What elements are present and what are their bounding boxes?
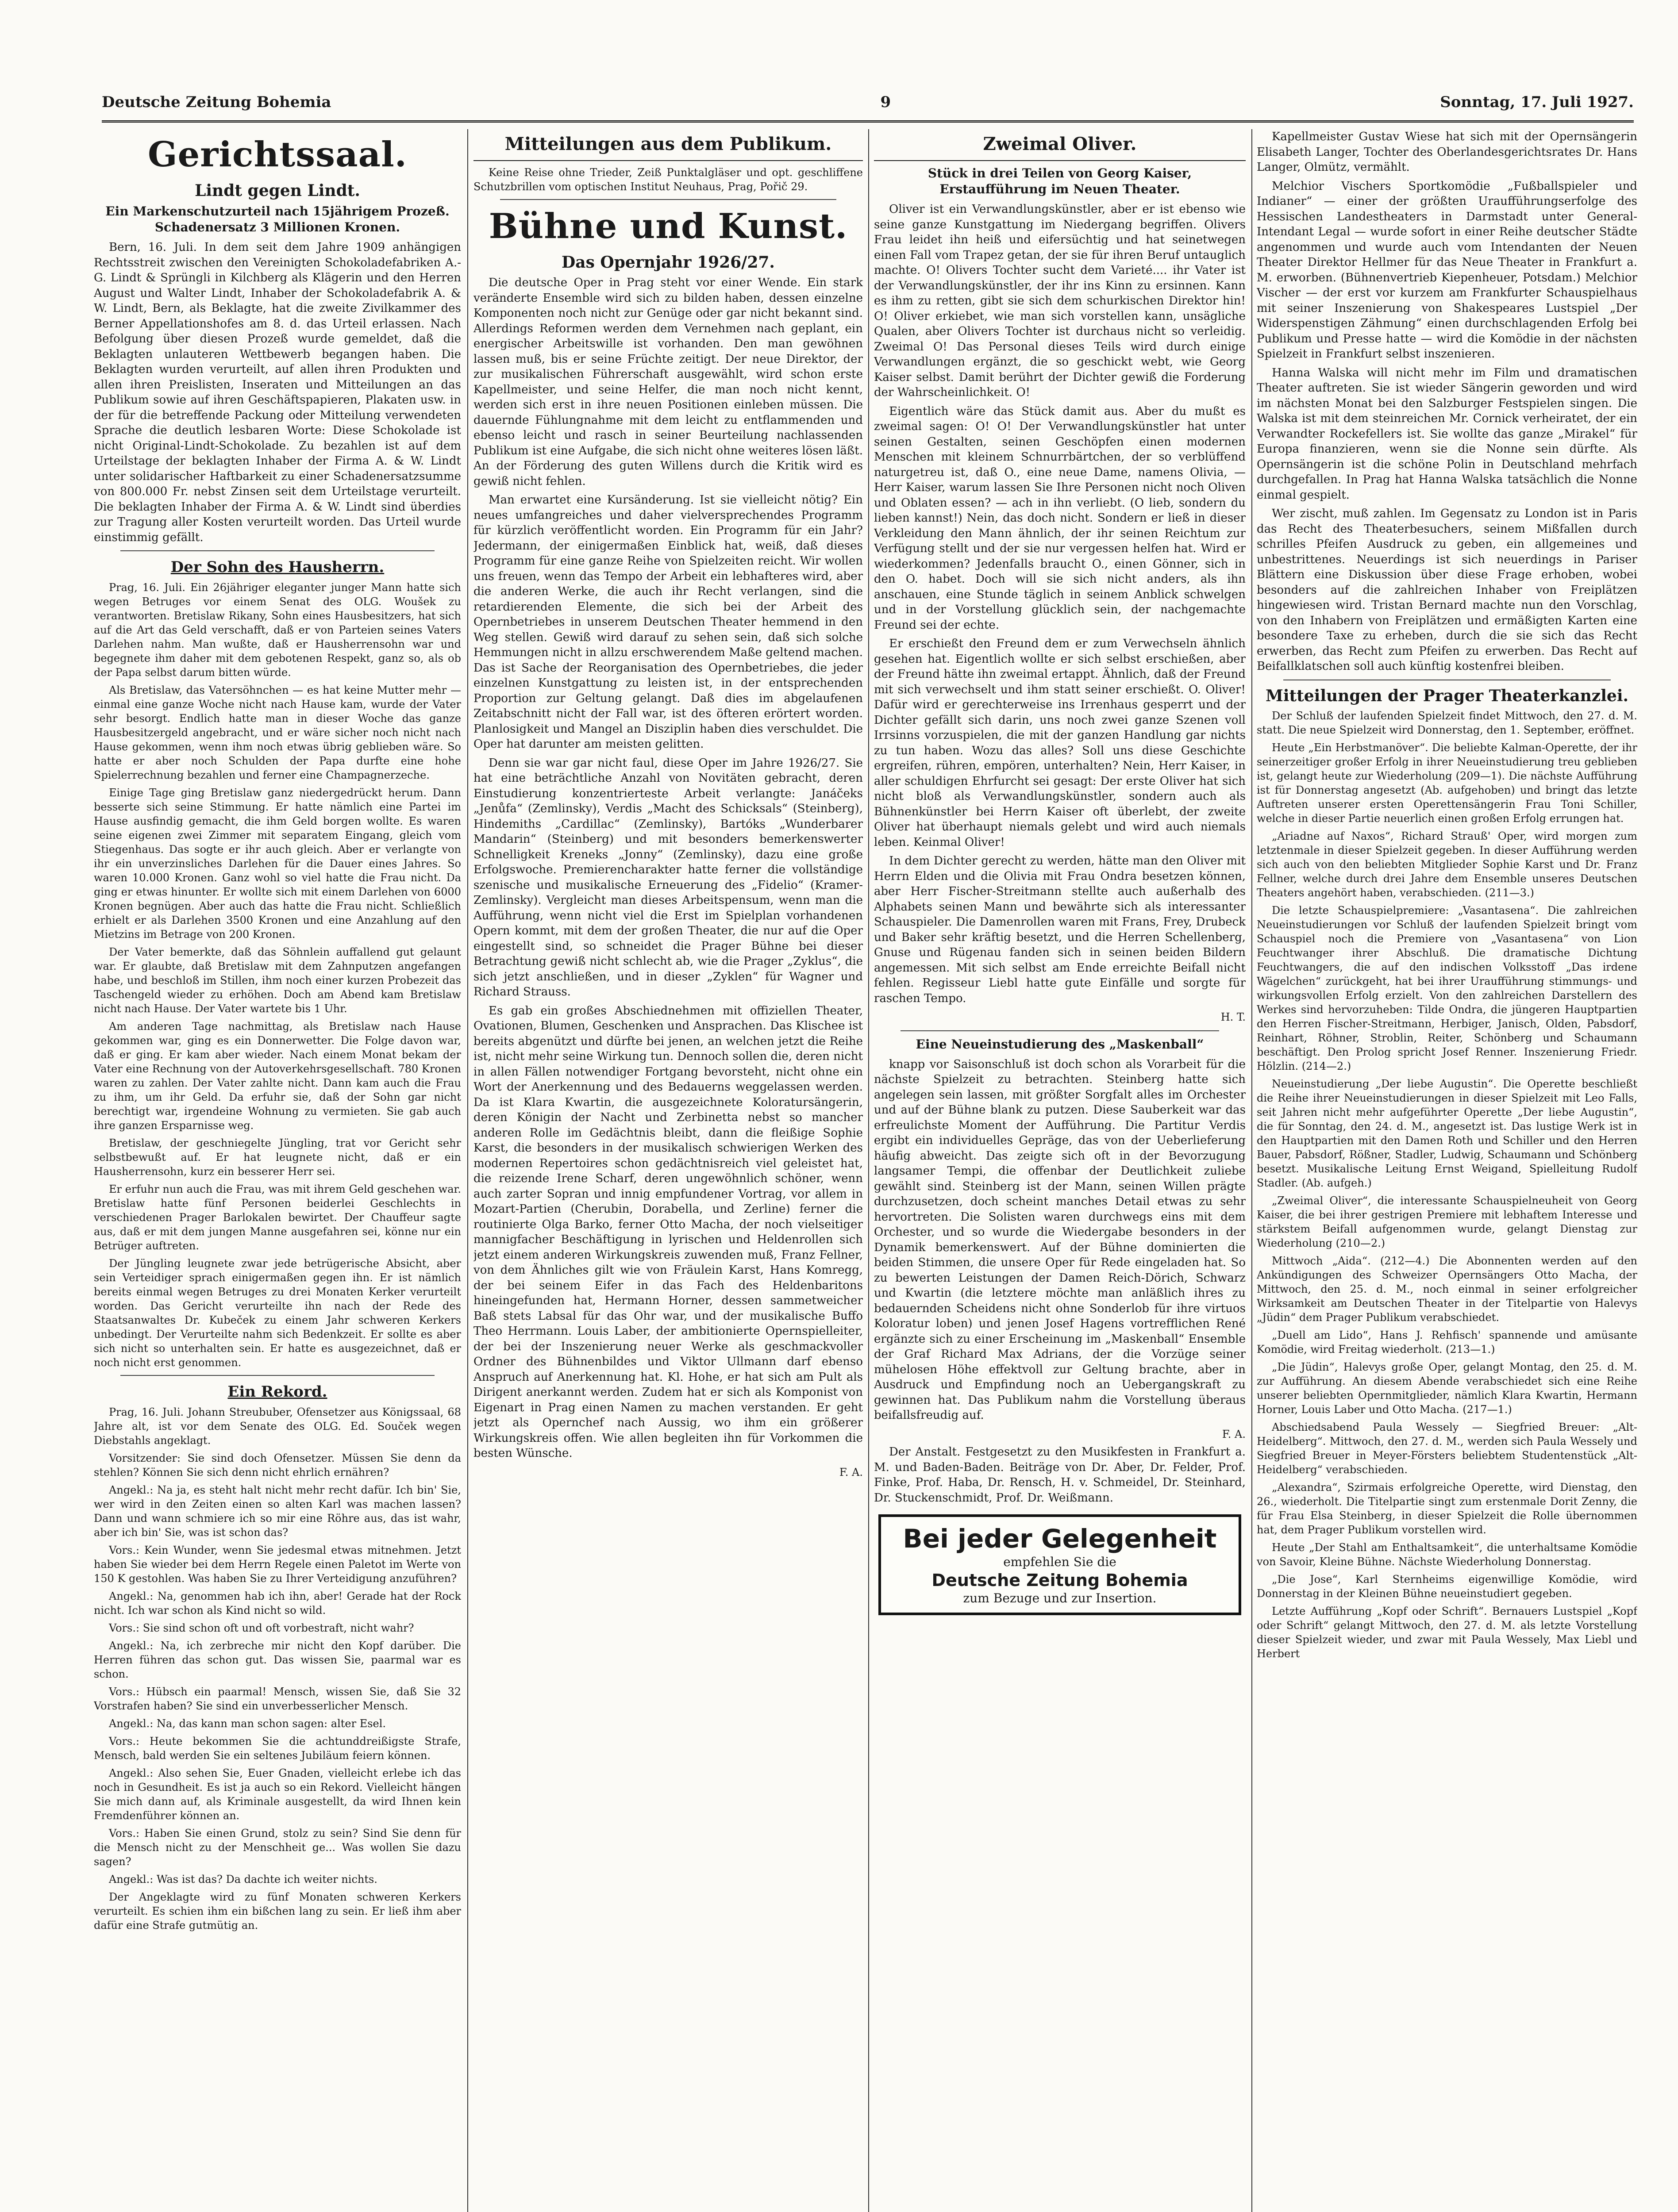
article-paragraph: „Die Jüdin“, Halevys große Oper, gelangt Montag, den 25. d. M. zur Aufführung. An diesem Abende verabschiedet sich eine Reihe unserer beliebten Opernmitglieder, nämlich Klara Kwartin, Hermann Horner, Louis Laber und Otto Macha. (217—1.) bbox=[1257, 1360, 1637, 1416]
article-paragraph: Die deutsche Oper in Prag steht vor einer Wende. Ein stark veränderte Ensemble wird sich zu bilden haben, dessen einzelne Komponenten noch nicht zur Genüge oder gar nicht bekannt sind. Allerdings Reformen werden dem Vernehmen nach geplant, ein energischer Arbeitswille ist vorhanden. Den man gewöhnen lassen muß, bis er seine Früchte zeitigt. Der neue Direktor, der zur musikalischen Führerschaft ausgewählt, wird schon erste Kapellmeister, und seine Helfer, die man noch nicht kennt, werden sich erst in ihre neuen Positionen einleben müssen. Die dauernde Fühlungnahme mit dem leicht zu entflammenden und ebenso leicht und rasch in seiner Beurteilung nachlassenden Publikum ist eine Aufgabe, die sich nicht ohne weiteres lösen läßt. An der Förderung des guten Willens durch die Kritik wird es gewiß nicht fehlen. bbox=[473, 276, 863, 488]
article-paragraph: „Alexandra“, Szirmais erfolgreiche Operette, wird Dienstag, den 26., wiederholt. Die Titelpartie singt zum erstenmale Dorit Zenny, die für Frau Elsa Steinberg, in dieser Spielzeit die Rolle übernommen hat, dem Prager Publikum vorstellen wird. bbox=[1257, 1481, 1637, 1536]
article-paragraph: Angekl.: Also sehen Sie, Euer Gnaden, vielleicht erlebe ich das noch in Gesundheit. Es ist ja auch so ein Rekord. Vielleicht hängen Sie mich dann auf, als Kriminale ausgestellt, da wird Ihnen kein Fremdenführer können an. bbox=[94, 1767, 461, 1822]
notice-text: Keine Reise ohne Trieder, Zeiß Punktalgläser und opt. geschliffene Schutzbrillen vom optischen Institut Neuhaus, Prag, Pořič 29. bbox=[473, 166, 863, 193]
ad-headline: Bei jeder Gelegenheit bbox=[903, 1524, 1217, 1554]
newspaper-name: Deutsche Zeitung Bohemia bbox=[102, 93, 331, 111]
article-headline: Der Sohn des Hausherrn. bbox=[170, 558, 385, 576]
article-paragraph: Heute „Der Stahl am Enthaltsamkeit“, die unterhaltsame Komödie von Savoir, Kleine Bühne. Nächste Wiederholung Donnerstag. bbox=[1257, 1541, 1637, 1568]
article-paragraph: „Duell am Lido“, Hans J. Rehfisch' spannende und amüsante Komödie, wird Freitag wiederholt. (213—1.) bbox=[1257, 1329, 1637, 1356]
column-divider bbox=[467, 129, 468, 2212]
article-headline: Das Opernjahr 1926/27. bbox=[562, 253, 775, 272]
divider bbox=[500, 199, 836, 200]
article-paragraph: knapp vor Saisonschluß ist doch schon als Vorarbeit für die nächste Spielzeit zu betrachten. Steinberg hatte sich angelegen sein lassen, mit größter Sorgfalt alles im Orchester und auf der Bühne blank zu putzen. Diese Sauberkeit war das erfreulichste Moment der Aufführung. Die Partitur Verdis ergibt ein individuelles Gepräge, das von der Ueberlieferung häufig abweicht. Das zeigte sich oft in der Bevorzugung langsamer Tempi, die offenbar der Deutlichkeit zuliebe gewählt sind. Steinberg ist der Mann, seinen Willen prägte durchzusetzen, doch scheint manches Detail etwas zu sehr hervortreten. Die Solisten waren durchwegs eins mit dem Orchester, und so wurde die Wiedergabe besonders in der Dynamik bemerkenswert. Auf der Bühne dominierten die beiden Stimmen, die unsere Oper für Rede eingeladen hat. So zu bewerten Leistungen der Damen Reich-Dörich, Schwarz und Kwartin (die letztere möchte man anläßlich ihres zu bedauernden Scheidens nicht ohne Sonderlob für ihre virtuos Koloratur loben) und jenen Josef Hagens vortrefflichen René ergänzte sich zu einer Erscheinung im „Maskenball“ Ensemble der Graf Richard Max Adrians, der die Vorzüge seiner mühelosen Höhe effektvoll zur Geltung brachte, aber in Ausdruck und Empfindung noch an Uebergangskraft zu gewinnen hat. Das Publikum nahm die Vorstellung überaus beifallsfreudig auf. bbox=[874, 1057, 1246, 1422]
article-paragraph: Vors.: Sie sind schon oft und oft vorbestraft, nicht wahr? bbox=[109, 1622, 414, 1634]
article-paragraph: Der Anstalt. Festgesetzt zu den Musikfesten in Frankfurt a. M. und Baden-Baden. Beiträge von Dr. Aber, Dr. Felder, Prof. Finke, Prof. Haba, Dr. Rensch, H. v. Schmeidel, Dr. Steinhard, Dr. Stuckenschmidt, Prof. Dr. Weißmann. bbox=[874, 1445, 1246, 1505]
article-paragraph: Wer zischt, muß zahlen. Im Gegensatz zu London ist in Paris das Recht des Theaterbesuchers, seinem Mißfallen durch schrilles Pfeifen Ausdruck zu geben, ein allgemeines und unbestrittenes. Neuerdings ist sich neuerdings in Pariser Blättern eine Diskussion über diese Frage erhoben, wobei besonders auf die zahlreichen Inhaber von Freiplätzen hingewiesen wird. Tristan Bernard machte nun den Vorschlag, von den Inhabern von Freiplätzen und ermäßigten Karten eine besondere Taxe zu erheben, durch die sie sich das Recht erwerben, das Recht zum Pfeifen zu erwerben. Das Recht auf Beifallklatschen soll auch künftig kostenfrei bleiben. bbox=[1257, 507, 1637, 673]
article-paragraph: Angekl.: Was ist das? Da dachte ich weiter nichts. bbox=[109, 1873, 377, 1886]
column-arts bbox=[473, 129, 863, 2212]
article-paragraph: Bern, 16. Juli. In dem seit dem Jahre 1909 anhängigen Rechtsstreit zwischen den Vereinigten Schokoladefabriken A.-G. Lindt & Sprüngli in Kilchberg als Klägerin und den Herren August und Walter Lindt, Inhaber der Schokoladefabrik A. & W. Lindt, Bern, als Beklagte, hat die zweite Zivilkammer des Berner Appellationshofes am 8. d. das Urteil erlassen. Nach Befolgung über diesen Prozeß wurde gemeldet, daß die Beklagten unlauteren Wettbewerb begangen haben. Die Beklagten wurden verurteilt, auf allen ihren Produkten und allen ihren Preislisten, Inseraten und Mitteilungen an das Publikum sowie auf ihren Geschäftspapieren, Plakaten usw. in der für die betreffende Packung oder Mitteilung verwendeten Sprache die deutlich lesbaren Worte: Diese Schokolade ist nicht Original-Lindt-Schokolade. Zu bezahlen ist auf dem Urteilstage der beklagten Inhaber der Firma A. & W. Lindt unter solidarischer Haftbarkeit zu einer Schadenersatzsumme von 800.000 Fr. nebst Zinsen seit dem Urteilstage verurteilt. Die beklagten Inhaber der Firma A. & W. Lindt sind überdies zur Tragung aller Kosten verurteilt worden. Das Urteil wurde einstimmig gefällt. bbox=[94, 241, 461, 544]
article-paragraph: Angekl.: Na, das kann man schon sagen: alter Esel. bbox=[109, 1717, 386, 1730]
article-paragraph: Als Bretislaw, das Vatersöhnchen — es hat keine Mutter mehr — einmal eine ganze Woche nicht nach Hause kam, wurde der Vater sehr besorgt. Endlich hatte man in dieser Woche das ganze Hausbesitzergeld angebracht, und er wäre sicher noch nicht nach Hause gekommen, wenn ihm noch etwas übrig geblieben wäre. So hatte er aber noch Schulden der Papa durfte eine hohe Spielerrechnung bezahlen und ferner eine Champagnerzeche. bbox=[94, 684, 461, 781]
article-paragraph: Denn sie war gar nicht faul, diese Oper im Jahre 1926/27. Sie hat eine beträchtliche Anzahl von Novitäten gebracht, deren Einstudierung konzentrierteste Arbeit verlangte: Janáčeks „Jenůfa“ (Zemlinsky), Verdis „Macht des Schicksals“ (Steinberg), Hindemiths „Cardillac“ (Zemlinsky), Bartóks „Wunderbarer Mandarin“ (Steinberg) und mit besonders bemerkenswerter Schnelligkeit Kreneks „Jonny“ (Zemlinsky), dazu eine große Erfolgswoche. Premierencharakter hatte ferner die vollständige szenische und musikalische Erneuerung des „Fidelio“ (Kramer-Zemlinsky). Vergleicht man dieses Arbeitspensum, wenn man die Aufführung, wenn nicht viel die Erst im Spielplan vorhandenen Opern kommt, mit dem der großen Theater, die nur auf die Oper eingestellt sind, so schneidet die Prager Bühne bei dieser Betrachtung gewiß nicht schlecht ab, wie die Prager „Zyklus“, die sich jetzt anschließen, und in dieser „Zyklen“ für Wagner und Richard Strauss. bbox=[473, 756, 863, 998]
article-paragraph: Mittwoch „Aida“. (212—4.) Die Abonnenten werden auf den Ankündigungen des Schweizer Opernsängers Otto Macha, der Mittwoch, den 25. d. M., noch einmal in seiner erfolgreicher Wirksamkeit am Deutschen Theater in der Titelpartie von Halevys „Jüdin“ dem Prager Publikum verabschiedet. bbox=[1257, 1254, 1637, 1324]
article-paragraph: Melchior Vischers Sportkomödie „Fußballspieler und Indianer“ — einer der größten Uraufführungserfolge des Hessischen Landestheaters in Darmstadt unter General-Intendant Legal — wurde sofort in einer Reihe deutscher Städte angenommen und wurde auch vom Intendanten der Neuen Theater Direktor Hellmer für das Neue Theater in Frankfurt a. M. erworben. (Bühnenvertrieb Kiepenheuer, Potsdam.) Melchior Vischer — der erst vor kurzem am Frankfurter Schauspielhaus mit seiner Inszenierung von Shakespeares Lustspiel „Der Widerspenstigen Zähmung“ einen durchschlagenden Erfolg bei Publikum und Presse hatte — wird die Komödie in der nächsten Spielzeit in Frankfurt selbst inszenieren. bbox=[1257, 179, 1637, 361]
divider bbox=[120, 1375, 435, 1376]
column-divider bbox=[868, 129, 869, 2212]
article-paragraph: Angekl.: Na ja, es steht halt nicht mehr recht dafür. Ich bin' Sie, wer wird in den Zeiten einen so alten Karl was machen lassen? Dann und wann schmiere ich so mir eine Röhre aus, das ist wahr, aber ich bin' Sie, was ist schon das? bbox=[94, 1484, 461, 1539]
article-deck: Stück in drei Teilen von Georg Kaiser, Erstaufführung im Neuen Theater. bbox=[928, 166, 1192, 196]
article-paragraph: Prag, 16. Juli. Johann Streububer, Ofensetzer aus Königssaal, 68 Jahre alt, ist vor dem Senate des OLG. Ed. Souček wegen Diebstahls angeklagt. bbox=[94, 1406, 461, 1447]
article-paragraph: Vors.: Hübsch ein paarmal! Mensch, wissen Sie, daß Sie 32 Vorstrafen haben? Sie sind ein unverbesserlicher Mensch. bbox=[94, 1686, 461, 1712]
ad-text: empfehlen Sie die bbox=[1003, 1555, 1116, 1569]
article-paragraph: Der Schluß der laufenden Spielzeit findet Mittwoch, den 27. d. M. statt. Die neue Spielzeit wird Donnerstag, den 1. September, eröffnet. bbox=[1257, 709, 1637, 736]
article-paragraph: Einige Tage ging Bretislaw ganz niedergedrückt herum. Dann besserte sich seine Stimmung. Er hatte nämlich eine Partei im Hause ausfindig gemacht, die ihm Geld borgen wollte. Es waren seine eigenen zwei Zimmer mit separatem Eingang, gleich vom Stiegenhaus. Das sogte er ihr auch gleich. Aber er verlangte von ihr ein unverzinsliches Darlehen für die Dauer eines Jahres. So waren 10.000 Kronen. Ganz wohl so viel hatte die Frau nicht. Da ging er etwas hinunter. Er wollte sich mit einem Darlehen von 6000 Kronen begnügen. Aber auch das hatte die Frau nicht. Schließlich erhielt er als Darlehen 3500 Kronen und eine Anzahlung auf den Mietzins im Betrage von 200 Kronen. bbox=[94, 787, 461, 941]
article-headline: Lindt gegen Lindt. bbox=[195, 181, 360, 200]
article-paragraph: Angekl.: Na, genommen hab ich ihn, aber! Gerade hat der Rock nicht. Ich war schon als Kind nicht so wild. bbox=[94, 1590, 461, 1617]
divider bbox=[901, 1030, 1219, 1031]
column-divider bbox=[1251, 129, 1252, 2212]
article-paragraph: Es gab ein großes Abschiednehmen mit offiziellen Theater, Ovationen, Blumen, Geschenken und Ansprachen. Das Klischee ist bereits abgenützt und dürfte bei jenen, an welchen jetzt die Reihe ist, nicht mehr seine Wirkung tun. Dennoch sollen die, deren nicht in allen Fällen notwendiger Fortgang bevorsteht, nicht ohne ein Wort der Anerkennung und des Bedauerns weggelassen werden. Da ist Klara Kwartin, die ausgezeichnete Koloratursängerin, deren Königin der Nacht und Zerbinetta nebst so mancher anderen Rolle im Gedächtnis bleibt, dann die fleißige Sophie Karst, die besonders in der musikalisch schwierigen Werken des modernen Repertoires schon gedächtnisreich viel geleistet hat, die reizende Irene Scharf, deren ungewöhnlich schöner, wenn auch zarter Sopran und innig empfundener Vortrag, vor allem in Mozart-Partien (Cherubin, Dorabella, und Zerline) ferner die routinierte Olga Barko, ferner Otto Macha, der noch vielseitiger mannigfacher Beschäftigung in lyrischen und Heldenrollen sich jetzt einem anderen Wirkungskreis zuwenden muß, Franz Fellner, von dem Ähnliches gilt wie von Fräulein Karst, Hans Komregg, der bei seinem Eifer in das Fach des Heldenbaritons hineingefunden hat, Hermann Horner, dessen sammetweicher Baß stets Labsal für das Ohr war, und der musikalische Buffo Theo Herrmann. Louis Laber, der ambitionierte Opernspielleiter, der bei der Inszenierung neuer Werke als geschmackvoller Ordner des Bühnenbildes und Viktor Ullmann darf ebenso Anspruch auf Anerkennung hat. Kl. Hohe, er hat sich am Pult als Dirigent anerkannt werden. Zudem hat er sich als Komponist von Eigenart in Prag einen Namen zu machen verstanden. Er geht jetzt als Opernchef nach Aussig, wo ihm ein größerer Wirkungskreis offen. Wie allen begleiten ihn für Vorkommen die besten Wünsche. bbox=[473, 1004, 863, 1460]
article-paragraph: Prag, 16. Juli. Ein 26jähriger eleganter junger Mann hatte sich wegen Betruges vor einem Senat des OLG. Woušek zu verantworten. Bretislaw Rikany, Sohn eines Hausbesitzers, hat sich auf die Art das Geld verschafft, daß er von Parteien seines Vaters Darlehen nahm. Man wußte, daß er Hausherrensohn war und begegnete ihm daher mit dem gebotenen Respekt, ganz so, als ob der Papa selbst darum bitten würde. bbox=[94, 581, 461, 679]
section-title-mitteilungen: Mitteilungen aus dem Publikum. bbox=[473, 129, 863, 161]
article-paragraph: Man erwartet eine Kursänderung. Ist sie vielleicht nötig? Ein neues umfangreiches und daher vielversprechendes Programm für kürzlich veröffentlicht worden. Ein Programm für ein Jahr? Jedermann, der einigermaßen Einblick hat, weiß, daß dieses Programm für eine ganze Reihe von Spielzeiten reicht. Wir wollen uns freuen, wenn das Tempo der Arbeit ein lebhafteres wird, aber die anderen Werke, die auch ihr Recht verlangen, sind die retardierenden Elemente, die sich bei der Arbeit des Opernbetriebes in unserem Deutschen Theater hemmend in den Weg stellen. Gewiß wird darauf zu sehen sein, daß sich solche Hemmungen nicht in allzu erschwerendem Maße geltend machen. Das ist Sache der Reorganisation des Opernbetriebes, die jeder einzelnen Kunstgattung zu leisten ist, in der entsprechenden Proportion zur Geltung gelangt. Daß dies im abgelaufenen Zeitabschnitt nicht der Fall war, ist des öfteren erörtert worden. Planlosigkeit und Mangel an Disziplin haben dies verschuldet. Die Oper hat darunter am meisten gelitten. bbox=[473, 493, 863, 751]
article-paragraph: Vors.: Heute bekommen Sie die achtunddreißigste Strafe, Mensch, bald werden Sie ein seltenes Jubiläum feiern können. bbox=[94, 1735, 461, 1762]
page-number: 9 bbox=[880, 93, 891, 111]
page-header bbox=[102, 87, 1634, 118]
column-theatre-notes bbox=[1257, 129, 1637, 2212]
article-paragraph: Vors.: Haben Sie einen Grund, stolz zu sein? Sind Sie denn für die Mensch nicht zu der Menschheit ge... Was wollen Sie dazu sagen? bbox=[94, 1827, 461, 1868]
article-paragraph: Er erschießt den Freund dem er zum Verwechseln ähnlich gesehen hat. Eigentlich wollte er sich selbst erschießen, aber der Freund hätte ihn zweimal ertappt. Ähnlich, daß der Freund mit sich verwechselt und ihm statt seiner erschießt. O. Oliver! Dafür wird er gerechterweise ins Irrenhaus gesperrt und der Dichter gefällt sich darin, uns noch zwei ganze Szenen voll Irrsinns vorzuspielen, die mit der ganzen Handlung gar nichts zu tun haben. Wozu das alles? Soll uns diese Geschichte ergreifen, rühren, empören, unterhalten? Nein, Herr Kaiser, in aller schuldigen Ehrfurcht sei gesagt: Der erste Oliver hat sich nicht bloß als Verwandlungskünstler, sondern auch als Bühnenkünstler bei Herrn Kaiser oft überlebt, der zweite Oliver hat überhaupt niemals gelebt und wird auch niemals leben. Keinmal Oliver! bbox=[874, 637, 1246, 849]
author-signature: F. A. bbox=[1222, 1428, 1246, 1440]
article-paragraph: Letzte Aufführung „Kopf oder Schrift“. Bernauers Lustspiel „Kopf oder Schrift“ gelangt Mittwoch, den 27. d. M. als letzte Vorstellung dieser Spielzeit wieder, und zwar mit Paula Wessely, Max Liebl und Herbert bbox=[1257, 1605, 1637, 1660]
article-paragraph: „Die Jose“, Karl Sternheims eigenwillige Komödie, wird Donnerstag in der Kleinen Bühne neueinstudiert gegeben. bbox=[1257, 1573, 1637, 1600]
column-court-news bbox=[94, 129, 461, 2212]
article-headline: Eine Neueinstudierung des „Maskenball“ bbox=[916, 1037, 1204, 1052]
article-paragraph: In dem Dichter gerecht zu werden, hätte man den Oliver mit Herrn Elden und die Olivia mit Frau Ondra besetzen können, aber Herr Fischer-Streitmann stellte auch außerhalb des Alphabets seinen Mann und bewährte sich als interessanter Schauspieler. Die Damenrollen waren mit Frans, Frey, Drubeck und Baker sehr kräftig besetzt, und die Herren Schellenberg, Gnuse und Rügenau fanden sich in seinen beiden Bildern angemessen. Mit sich selbst am Ende erreichte Beifall nicht fehlen. Regisseur Liebl hatte gute Einfälle und sorgte für raschen Tempo. bbox=[874, 854, 1246, 1005]
article-paragraph: „Zweimal Oliver“, die interessante Schauspielneuheit von Georg Kaiser, die bei ihrer gestrigen Premiere mit lebhaftem Interesse und stärkstem Beifall aufgenommen wurde, gelangt Dienstag zur Wiederholung (210—2.) bbox=[1257, 1194, 1637, 1249]
section-title-buehne: Bühne und Kunst. bbox=[489, 206, 848, 246]
article-paragraph: Die letzte Schauspielpremiere: „Vasantasena“. Die zahlreichen Neueinstudierungen vor Schluß der laufenden Spielzeit bringt vom Schauspiel noch die Premiere von „Vasantasena“ von Lion Feuchtwanger ihrer Abschluß. Die dramatische Dichtung Feuchtwangers, die auf den indischen Volksstoff „Das irdene Wägelchen“ zurückgeht, hat bei ihrer Uraufführung stimmungs- und wirkungsvollen Erfolg erzielt. Von den zahlreichen Darstellern des Werkes sind hervorzuheben: Tilde Ondra, die jüngeren Hauptpartien den Herren Fischer-Streitmann, Herbiger, Janisch, Olden, Pabsdorf, Reinhart, Röhner, Stroblin, Reiter, Schönberg und Schaumann beschäftigt. Den Prolog spricht Josef Renner. Inszenierung Friedr. Hölzlin. (214—2.) bbox=[1257, 904, 1637, 1072]
section-title-theaterkanzlei: Mitteilungen der Prager Theaterkanzlei. bbox=[1265, 686, 1629, 705]
author-signature: F. A. bbox=[839, 1466, 863, 1479]
article-paragraph: Er erfuhr nun auch die Frau, was mit ihrem Geld geschehen war. Bretislaw hatte fünf Personen beiderlei Geschlechts in verschiedenen Prager Barlokalen bewirtet. Der Chauffeur sagte aus, daß er mit dem jungen Manne ausgefahren sei, könne nur ein Betrüger auftreten. bbox=[94, 1183, 461, 1252]
article-paragraph: Vorsitzender: Sie sind doch Ofensetzer. Müssen Sie denn da stehlen? Können Sie sich denn nicht ehrlich ernähren? bbox=[94, 1452, 461, 1479]
section-title-gerichtssaal: Gerichtssaal. bbox=[148, 134, 407, 175]
article-paragraph: Der Jüngling leugnete zwar jede betrügerische Absicht, aber sein Verteidiger sprach einigermaßen gegen ihn. Er ist nämlich bereits einmal wegen Betruges zu drei Monaten Kerker verurteilt worden. Das Gericht verurteilte ihn nach der Rede des Staatsanwaltes Dr. Kubeček zu einem Jahr schweren Kerkers unbedingt. Der Verurteilte nahm sich Bedenkzeit. Er sollte es aber sich nicht so unterhalten sein. Er hatte es ausgezeichnet, daß er noch nicht erst genommen. bbox=[94, 1257, 461, 1369]
article-paragraph: Kapellmeister Gustav Wiese hat sich mit der Opernsängerin Elisabeth Langer, Tochter des Oberlandesgerichtsrates Dr. Hans Langer, Olmütz, vermählt. bbox=[1257, 130, 1637, 174]
header-rule bbox=[102, 120, 1634, 123]
article-paragraph: Bretislaw, der geschniegelte Jüngling, trat vor Gericht sehr selbstbewußt auf. Er hat leugnete nicht, daß er ein Hausherrensohn, kurz ein besserer Herr sei. bbox=[94, 1137, 461, 1178]
article-paragraph: Am anderen Tage nachmittag, als Bretislaw nach Hause gekommen war, ging es ein Donnerwetter. Die Folge davon war, daß er ging. Er kam aber wieder. Nach einem Monat bekam der Vater eine Rechnung von der Autoverkehrsgesellschaft. 780 Kronen waren zu zahlen. Der Vater zahlte nicht. Dann kam auch die Frau zu ihm, um ihr Geld. Da erfuhr sie, daß der Sohn gar nicht berechtigt war, irgendeine Wohnung zu vermieten. Sie gab auch ihre ganzen Ersparnisse weg. bbox=[94, 1020, 461, 1132]
article-paragraph: „Ariadne auf Naxos“, Richard Strauß' Oper, wird morgen zum letztenmale in dieser Spielzeit gegeben. In dieser Aufführung werden sich auch von den beliebten Mitglieder Sophie Karst und Dr. Franz Fellner, welche durch drei Jahre dem Ensemble unseres Deutschen Theaters angehört haben, verabschieden. (211—3.) bbox=[1257, 830, 1637, 899]
article-paragraph: Der Vater bemerkte, daß das Söhnlein auffallend gut gelaunt war. Er glaubte, daß Bretislaw mit dem Zahnputzen angefangen habe, und beschloß im Stillen, ihm noch einer kurzen Probezeit das Taschengeld wieder zu erhöhen. Doch am Abend kam Bretislaw nicht nach Hause. Der Vater wartete bis 1 Uhr. bbox=[94, 946, 461, 1015]
issue-date: Sonntag, 17. Juli 1927. bbox=[1440, 93, 1634, 111]
article-paragraph: Oliver ist ein Verwandlungskünstler, aber er ist ebenso wie seine ganze Kunstgattung im Niedergang begriffen. Olivers Frau leidet ihn heiß und eifersüchtig und hat seinetwegen einen Fall vom Trapez getan, der sie für ihren Beruf untauglich machte. O! Olivers Tochter sucht dem Varieté.... ihr Vater ist der Verwandlungskünstler, der ihr ins Kinn zu ersinnen. Kann es ihm zu retten, gibt sie sich dem schurkischen Direktor hin! O! Oliver erkiebet, wie man sich vorstellen kann, unsägliche Qualen, aber Olivers Tochter ist durchaus nicht so verleidig. Zweimal O! Das Personal dieses Teils wird durch einige Verwandlungen ergänzt, die so geschickt webt, wie Georg Kaiser selbst. Damit berührt der Dichter gewiß die Forderung der Wahrscheinlichkeit. O! bbox=[874, 203, 1246, 399]
article-headline: Ein Rekord. bbox=[227, 1383, 327, 1401]
article-paragraph: Angekl.: Na, ich zerbreche mir nicht den Kopf darüber. Die Herren führen das schon gut. Das wissen Sie, paarmal war es schon. bbox=[94, 1640, 461, 1680]
article-paragraph: Der Angeklagte wird zu fünf Monaten schweren Kerkers verurteilt. Es schien ihm ein bißchen lang zu sein. Er ließ ihm aber dafür eine Strafe gutmütig an. bbox=[94, 1891, 461, 1932]
author-signature: H. T. bbox=[1220, 1011, 1246, 1023]
divider bbox=[120, 550, 435, 551]
article-paragraph: Heute „Ein Herbstmanöver“. Die beliebte Kalman-Operette, der ihr seinerzeitiger großer Erfolg in ihrer Neueinstudierung treu geblieben ist, gelangt heute zur Wiederholung (209—1). Die nächste Aufführung ist für Donnerstag angesetzt (Ab. aufgehoben) und bringt das letzte Auftreten unserer ersten Operettensängerin Frau Toni Schiller, welche in dieser Partie neuerlich einen großen Erfolg errungen hat. bbox=[1257, 741, 1637, 825]
article-paragraph: Eigentlich wäre das Stück damit aus. Aber du mußt es zweimal sagen: O! O! Der Verwandlungskünstler hat unter seinen Gestalten, seinen Geschöpfen einen modernen Menschen mit kleinem Schnurrbärtchen, der so verblüffend naturgetreu ist, daß O., eine neue Dame, namens Olivia, — Herr Kaiser, warum lassen Sie Ihre Personen nicht noch Oliven und Oblaten essen? — ach in ihn verliebt. (O lieb, sondern du lieben kannst!) Nein, das doch nicht. Sondern er ließ in dieser Verkleidung den Mann ähnlich, der ihr seinen Reichtum zur Verfügung stellt und der sie nur vergessen helfen hat. Wird er wiederkommen? Jedenfalls braucht O., einen Gönner, sich in den O. habet. Doch will sie sich nicht anders, als ihn anschauen, eine Stunde täglich in seinem Anblick schwelgen und in der Vorstellung glücklich sein, der nachgemachte Freund sei der echte. bbox=[874, 404, 1246, 632]
ad-brand: Deutsche Zeitung Bohemia bbox=[931, 1571, 1188, 1590]
article-headline: Zweimal Oliver. bbox=[874, 129, 1246, 161]
article-paragraph: Neueinstudierung „Der liebe Augustin“. Die Operette beschließt die Reihe ihrer Neueinstudierungen in dieser Spielzeit mit Leo Falls, seit Jahren nicht mehr aufgeführter Operette „Der liebe Augustin“, die für Sonntag, den 24. d. M., angesetzt ist. Das lustige Werk ist in den Hauptpartien mit den Damen Roth und Schiller und den Herren Bauer, Pabsdorf, Rößner, Stadler, Ludwig, Schaumann und Schönberg besetzt. Musikalische Leitung Ernst Weigand, Spielleitung Rudolf Stadler. (Ab. aufgeh.) bbox=[1257, 1077, 1637, 1189]
article-paragraph: Vors.: Kein Wunder, wenn Sie jedesmal etwas mitnehmen. Jetzt haben Sie wieder bei dem Herrn Regele einen Paletot im Werte von 150 K gestohlen. Was haben Sie zu Ihrer Verteidigung anzuführen? bbox=[94, 1544, 461, 1585]
advertisement-box bbox=[878, 1514, 1241, 1615]
column-theatre-review bbox=[874, 129, 1246, 2212]
article-paragraph: Hanna Walska will nicht mehr im Film und dramatischen Theater auftreten. Sie ist wieder Sängerin geworden und wird im nächsten Monat bei den Salzburger Festspielen singen. Die Walska ist mit dem steinreichen Mr. Cornick verheiratet, der ein Verwandter Rockefellers ist. Sie wollte das ganze „Mirakel“ für Europa finanzieren, wenn sie die Nonne sein dürfte. Als Opernsängerin ist die schöne Polin in Deutschland mehrfach durchgefallen. In Prag hat Hanna Walska tatsächlich die Nonne einmal gespielt. bbox=[1257, 366, 1637, 502]
article-deck: Ein Markenschutzurteil nach 15jährigem Prozeß. Schadenersatz 3 Millionen Kronen. bbox=[105, 204, 450, 234]
ad-text: zum Bezuge und zur Insertion. bbox=[963, 1591, 1157, 1605]
article-paragraph: Abschiedsabend Paula Wessely — Siegfried Breuer: „Alt-Heidelberg“. Mittwoch, den 27. d. M., werden sich Paula Wessely und Siegfried Breuer in Meyer-Försters beliebtem Studentenstück „Alt-Heidelberg“ verabschieden. bbox=[1257, 1421, 1637, 1476]
